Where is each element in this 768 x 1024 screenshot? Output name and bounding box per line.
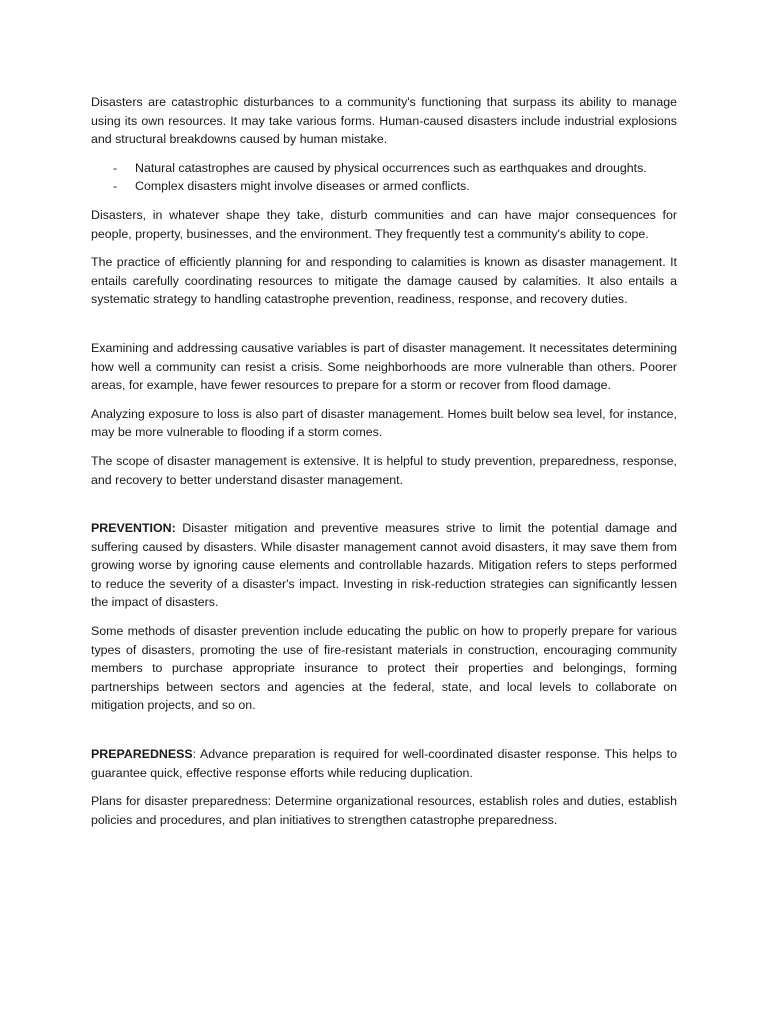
preparedness-colon: : — [192, 747, 197, 762]
intro-paragraph: Disasters are catastrophic disturbances to a community's functioning that surpass its ability to manage using its own resources. It may take various forms. Human-caused disasters include industrial explosions and structural breakdowns caused by human mistake. — [91, 95, 677, 147]
definition-paragraph: The practice of efficiently planning for and responding to calamities is known as disaster management. It entails carefully coordinating resources to mitigate the damage caused by calamities. It also entails a systematic strategy to handling catastrophe prevention, readiness, response, and recovery duties. — [91, 255, 677, 307]
preparedness-heading: PREPAREDNESS — [91, 747, 193, 762]
prevention-heading: PREVENTION — [91, 521, 172, 536]
preparedness-paragraph — [91, 745, 677, 782]
spacer — [91, 499, 677, 519]
disaster-types-list — [91, 159, 677, 196]
spacer — [91, 725, 677, 745]
document-page — [91, 93, 677, 839]
exposure-paragraph: Analyzing exposure to loss is also part of disaster management. Homes built below sea level, for instance, may be more vulnerable to flooding if a storm comes. — [91, 406, 677, 440]
list-item — [91, 159, 677, 178]
bullet-dash: - — [113, 179, 118, 194]
prevention-paragraph — [91, 519, 677, 612]
preparedness-plans-paragraph: Plans for disaster preparedness: Determine organizational resources, establish roles and duties, establish policies and procedures, and plan initiatives to strengthen catastrophe preparedness. — [91, 794, 677, 827]
prevention-text: Disaster mitigation and preventive measures strive to limit the potential damage and suffering caused by disasters. While disaster management cannot avoid disasters, it may save them from growing worse by ignoring cause elements and controllable hazards. Mitigation refers to steps performed to reduce the severity of a disaster's impact. Investing in risk-reduction strategies can significantly lessen the impact of disasters. — [91, 521, 677, 610]
list-item-text: Natural catastrophes are caused by physical occurrences such as earthquakes and droughts. — [135, 160, 647, 175]
scope-paragraph: The scope of disaster management is extensive. It is helpful to study prevention, preparedness, response, and recovery to better understand disaster management. — [91, 453, 677, 487]
bullet-dash: - — [113, 160, 118, 175]
prevention-colon: : — [171, 521, 176, 536]
prevention-methods-paragraph: Some methods of disaster prevention include educating the public on how to properly prepare for various types of disasters, promoting the use of fire-resistant materials in construction, encouraging community members to purchase appropriate insurance to protect their properties and belongings, forming partnerships between sectors and agencies at the federal, state, and local levels to collaborate on mitigation projects, and so on. — [91, 624, 677, 713]
impact-paragraph: Disasters, in whatever shape they take, disturb communities and can have major consequences for people, property, businesses, and the environment. They frequently test a community's ability to cope. — [91, 207, 677, 241]
spacer — [91, 319, 677, 339]
list-item — [91, 177, 677, 196]
preparedness-text: Advance preparation is required for well-coordinated disaster response. This helps to guarantee quick, effective response efforts while reducing duplication. — [91, 747, 677, 780]
list-item-text: Complex disasters might involve diseases or armed conflicts. — [135, 179, 470, 194]
causative-paragraph: Examining and addressing causative variables is part of disaster management. It necessitates determining how well a community can resist a crisis. Some neighborhoods are more vulnerable than others. Poorer areas, for example, have fewer resources to prepare for a storm or recover from flood damage. — [91, 340, 677, 393]
